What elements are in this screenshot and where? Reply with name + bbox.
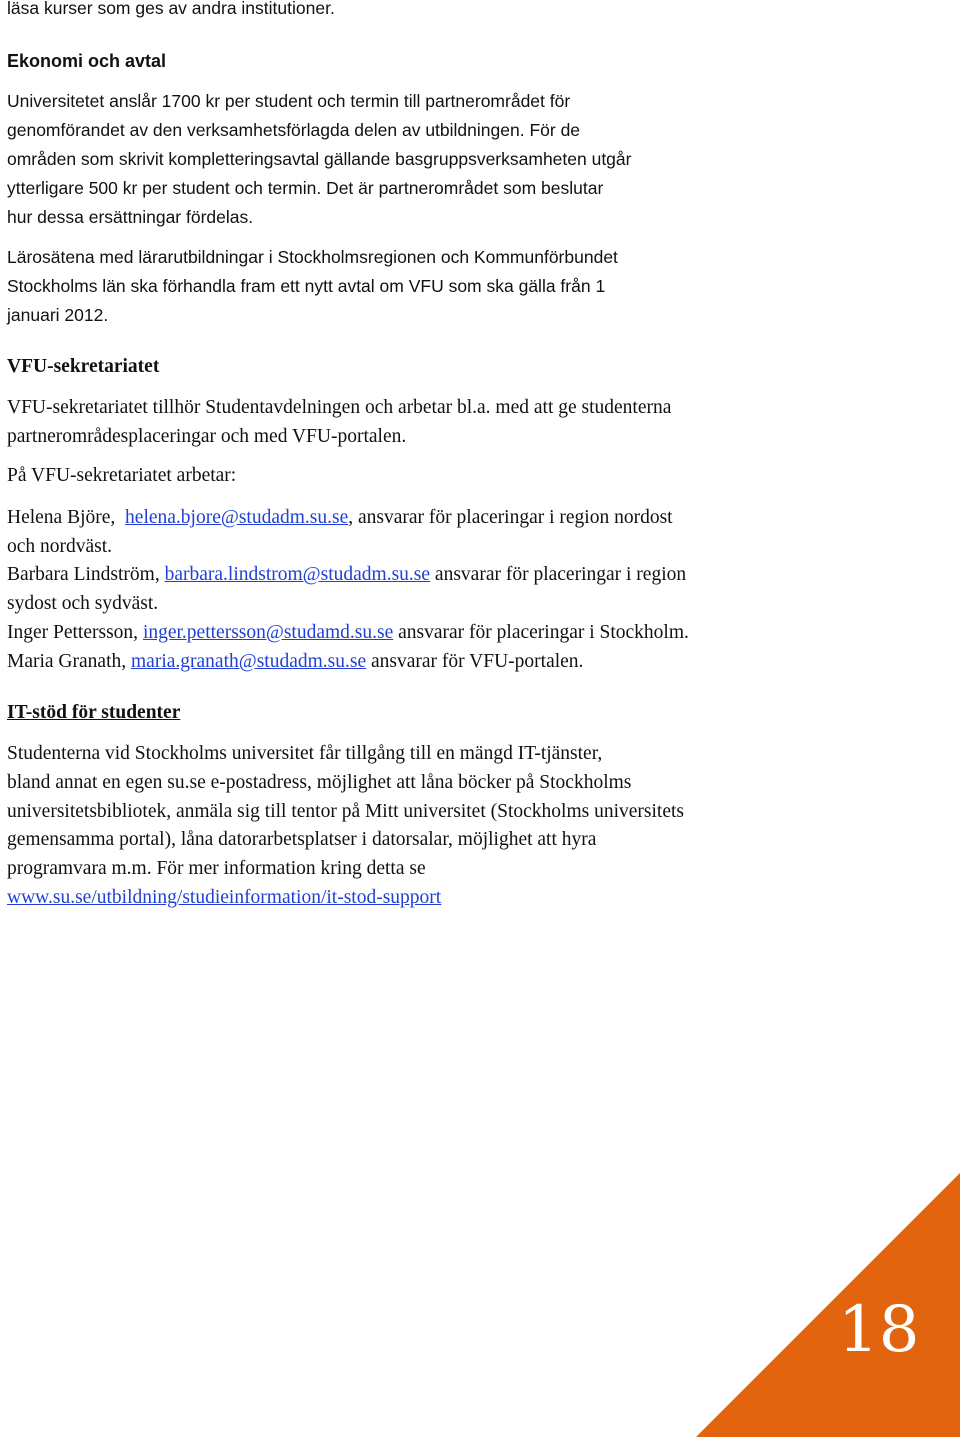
- staff-name: Maria Granath,: [7, 651, 127, 672]
- ekonomi-p1-line-2: [7, 122, 580, 140]
- ekonomi-p1-line-5: hur dessa ersättningar fördelas.: [7, 207, 254, 227]
- ekonomi-p1-line-3: områden som skrivit kompletteringsavtal gällande basgruppsverksamheten utgår: [7, 149, 632, 169]
- email-link-helena[interactable]: helena.bjore@studadm.su.se: [125, 507, 349, 528]
- email-link-maria[interactable]: maria.granath@studadm.su.se: [131, 651, 367, 672]
- it-line-5: programvara m.m. För mer information kring detta se: [7, 858, 426, 879]
- email-link-inger[interactable]: inger.pettersson@studamd.su.se: [142, 622, 394, 643]
- staff-name: Barbara Lindström,: [7, 564, 160, 585]
- vfu-p1-line-1: VFU-sekretariatet tillhör Studentavdelningen och arbetar bl.a. med att ge studenterna: [7, 397, 672, 418]
- page-corner-triangle: [696, 1173, 960, 1437]
- vfu-staff-intro: På VFU-sekretariatet arbetar:: [7, 465, 237, 486]
- vfu-p1-line-2: partnerområdesplaceringar och med VFU-portalen.: [7, 426, 407, 447]
- it-support-link[interactable]: www.su.se/utbildning/studieinformation/it-stod-support: [7, 887, 442, 908]
- it-link-line: [7, 888, 441, 908]
- it-line-2: bland annat en egen su.se e-postadress, möjlighet att låna böcker på Stockholms: [7, 772, 632, 793]
- staff-row-barbara: [7, 565, 686, 585]
- staff-role-continued: sydost och sydväst.: [7, 593, 159, 614]
- email-link-barbara[interactable]: barbara.lindstrom@studadm.su.se: [164, 564, 431, 585]
- ekonomi-p1-line-1: Universitetet anslår 1700 kr per student och termin till partnerområdet för: [7, 91, 571, 111]
- it-line-4: gemensamma portal), låna datorarbetsplatser i datorsalar, möjlighet att hyra: [7, 829, 597, 850]
- corner-triangle-shape: [696, 1173, 960, 1437]
- ekonomi-p2-line-1: Lärosätena med lärarutbildningar i Stockholmsregionen och Kommunförbundet: [7, 247, 618, 267]
- staff-name: Helena Björe,: [7, 507, 116, 528]
- ekonomi-p1-line-4: [7, 180, 603, 198]
- staff-role: , ansvarar för placeringar i region nordost: [348, 507, 673, 528]
- it-line-3: universitetsbibliotek, anmäla sig till tentor på Mitt universitet (Stockholms universitets: [7, 801, 684, 822]
- staff-role: ansvarar för VFU-portalen.: [366, 651, 584, 672]
- staff-row-inger: [7, 623, 689, 643]
- staff-role-continued: och nordväst.: [7, 536, 113, 557]
- it-line-1: Studenterna vid Stockholms universitet får tillgång till en mängd IT-tjänster,: [7, 743, 603, 764]
- ekonomi-p1-line-4b: Det är partnerområdet som beslutar: [326, 178, 604, 198]
- staff-name: Inger Pettersson,: [7, 622, 139, 643]
- section-heading-ekonomi: Ekonomi och avtal: [7, 51, 167, 71]
- staff-role: ansvarar för placeringar i Stockholm.: [393, 622, 689, 643]
- section-heading-vfu: VFU-sekretariatet: [7, 356, 160, 377]
- intro-tail-text: läsa kurser som ges av andra institutioner.: [7, 0, 335, 18]
- staff-row-maria: [7, 652, 583, 672]
- ekonomi-p1-line-4a: ytterligare 500 kr per student och termin.: [7, 178, 322, 198]
- page-number: 18: [838, 1293, 920, 1367]
- ekonomi-p2-line-2: Stockholms län ska förhandla fram ett nytt avtal om VFU som ska gälla från 1: [7, 276, 606, 296]
- section-heading-it: IT-stöd för studenter: [7, 702, 181, 723]
- staff-role: ansvarar för placeringar i region: [430, 564, 687, 585]
- staff-row-helena: [7, 508, 673, 528]
- ekonomi-p1-line-2a: genomförandet av den verksamhetsförlagda delen av utbildningen.: [7, 120, 525, 140]
- ekonomi-p1-line-2b: För de: [529, 120, 581, 140]
- ekonomi-p2-line-3: januari 2012.: [7, 305, 109, 325]
